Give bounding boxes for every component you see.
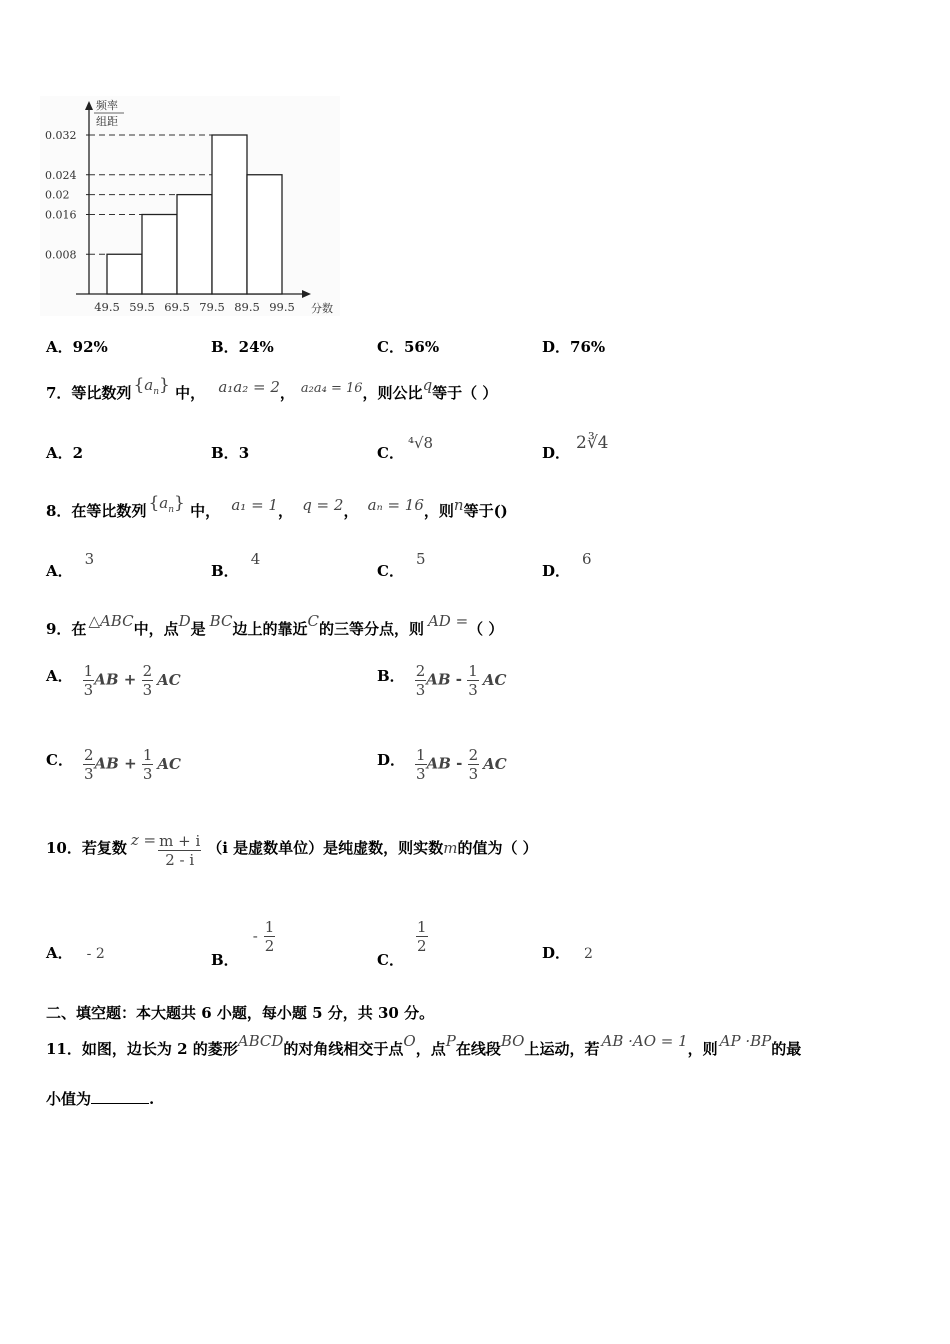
histogram-bar <box>177 195 212 294</box>
y-tick-label: 0.008 <box>45 248 77 262</box>
x-tick-label: 59.5 <box>129 300 155 314</box>
q7-seq: a <box>144 376 154 394</box>
q6-option-b: B．24% <box>211 338 274 356</box>
q10-frac-den: 2 - i <box>165 851 195 869</box>
q8-option-c: C．5 <box>377 550 426 580</box>
q9-option-c: C． $\frac{2}{3}$ AB + $\frac{1}{3}$ AC <box>46 746 181 783</box>
q9-stem: 9．在 △ABC中，点D是 BC边上的靠近C的三等分点，则 AD =（ ） <box>46 612 504 638</box>
q7-cond1: a₁a₂ = 2 <box>218 378 280 396</box>
q7-option-a: A．2 <box>46 444 84 462</box>
q7-comma: ， <box>279 384 295 402</box>
q11-stem: 11．如图，边长为 2 的菱形ABCD的对角线相交于点O，点P在线段BO上运动，若 AB ·AO = 1，则 AP ·BP的最 <box>46 1032 802 1058</box>
q8-stem: 8．在等比数列 $\{a_n\}$ 中， a₁ = 1， q = 2， aₙ = 16，则n等于() <box>46 493 508 520</box>
q7-number: 7．等比数列 <box>46 384 132 402</box>
answer-blank[interactable] <box>91 1091 149 1104</box>
q8-option-d: D．6 <box>542 550 592 580</box>
x-tick-label: 79.5 <box>199 300 225 314</box>
q9-option-b: B． $\frac{2}{3}$ AB - $\frac{1}{3}$ AC <box>377 662 507 699</box>
y-tick-label: 0.032 <box>45 129 77 142</box>
q11-condition: AB ·AO = 1 <box>601 1032 688 1050</box>
q7-cond2: a₂a₄ = 16 <box>300 381 363 396</box>
chart-root <box>40 96 340 316</box>
q6-option-a: A．92% <box>46 338 108 356</box>
q8-option-b: B．4 <box>211 550 261 580</box>
histogram-bar <box>212 135 247 294</box>
x-tick-label: 69.5 <box>164 300 190 314</box>
histogram-chart <box>40 96 345 318</box>
x-tick-label: 89.5 <box>234 300 260 314</box>
q7-tail1: ，则公比 <box>362 384 423 402</box>
y-label-bottom: 组距 <box>96 115 118 128</box>
q11-line2: 小值为 . <box>46 1090 155 1108</box>
q9-option-a: A． $\frac{1}{3}$ AB + $\frac{2}{3}$ AC <box>46 662 181 699</box>
q10-stem: 10．若复数 z = $\frac{m + i}{2 - i}$ （i 是虚数单位）是纯虚数，则实数m的值为（ ） <box>46 830 538 869</box>
q7-zhong: 中， <box>175 384 206 402</box>
q11-expression: AP ·BP <box>719 1032 772 1050</box>
q7-option-c: C．⁴√8 <box>377 434 434 462</box>
q8-cond2: q = 2 <box>302 496 344 514</box>
y-tick-label: 0.024 <box>45 168 77 182</box>
q10-option-b: B．- $\frac{1}{2}$ <box>211 918 275 969</box>
q10-frac-num: m + i <box>159 832 201 850</box>
histogram-bar <box>247 175 282 294</box>
q8-cond1: a₁ = 1 <box>231 496 278 514</box>
y-tick-label: 0.016 <box>45 208 77 222</box>
q6-option-c: C．56% <box>377 338 440 356</box>
q9-ad-vector: AD = <box>427 612 469 630</box>
histogram-bar <box>107 254 142 294</box>
q8-option-a: A．3 <box>46 550 95 580</box>
q7-stem: 7．等比数列 $\{a_n\}$ 中， a₁a₂ = 2， a₂a₄ = 16，则公比q等于（ ） <box>46 375 498 402</box>
x-axis-label: 分数 <box>311 302 333 315</box>
q7-option-d: D． 2∛4 <box>542 433 609 462</box>
q8-cond3: aₙ = 16 <box>367 496 424 514</box>
q9-option-d: D． $\frac{1}{3}$ AB - $\frac{2}{3}$ AC <box>377 746 507 783</box>
section2-heading: 二、填空题：本大题共 6 小题，每小题 5 分，共 30 分。 <box>46 1004 435 1022</box>
q7-q: q <box>422 376 433 394</box>
x-tick-label: 49.5 <box>94 300 120 314</box>
q8-number: 8．在等比数列 <box>46 502 147 520</box>
q7-option-b: B．3 <box>211 444 250 462</box>
q10-option-d: D． 2 <box>542 944 593 962</box>
q10-option-c: C． $\frac{1}{2}$ <box>377 918 427 969</box>
x-tick-label: 99.5 <box>269 300 295 314</box>
histogram-bar <box>142 215 177 295</box>
q6-option-d: D．76% <box>542 338 606 356</box>
y-label-top: 频率 <box>96 99 118 112</box>
y-tick-label: 0.02 <box>45 188 70 202</box>
q7-seq-sub: n <box>153 387 160 397</box>
q7-tail2: 等于（ ） <box>432 384 498 402</box>
q9-triangle: △ABC <box>88 612 134 630</box>
q10-option-a: A． - 2 <box>46 944 105 962</box>
